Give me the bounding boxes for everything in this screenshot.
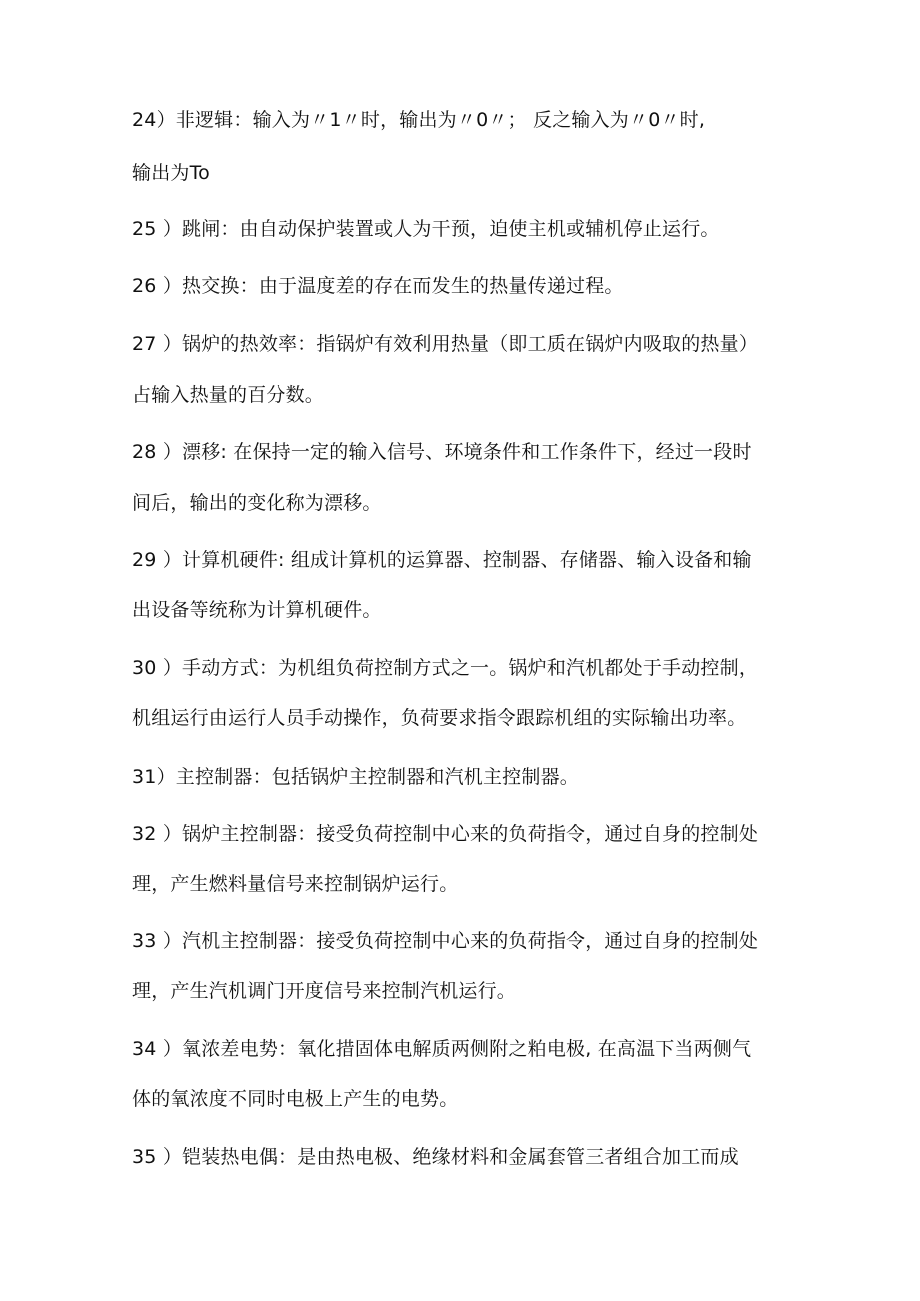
item-32-line-1: 32 ）锅炉主控制器：接受负荷控制中心来的负荷指令，通过自身的控制处	[132, 823, 759, 845]
item-32-line-2: 理，产生燃料量信号来控制锅炉运行。	[132, 873, 459, 895]
item-34-line-1: 34 ）氧浓差电势：氧化措固体电解质两侧附之粕电极, 在高温下当两侧气	[132, 1038, 752, 1060]
item-24-line-2: 输出为To	[132, 162, 211, 184]
item-24-line-1: 24）非逻辑：输入为〃1〃时，输出为〃0〃； 反之输入为〃0〃时,	[132, 109, 706, 131]
item-33-line-2: 理，产生汽机调门开度信号来控制汽机运行。	[132, 980, 517, 1002]
item-25-line-1: 25 ）跳闸：由自动保护装置或人为干预，迫使主机或辅机停止运行。	[132, 218, 720, 240]
item-27-line-1: 27 ）锅炉的热效率：指锅炉有效利用热量（即工质在锅炉内吸取的热量）	[132, 333, 759, 355]
item-29-line-2: 出设备等统称为计算机硬件。	[132, 599, 382, 621]
item-26-line-1: 26 ）热交换：由于温度差的存在而发生的热量传递过程。	[132, 275, 624, 297]
item-30-line-1: 30 ）手动方式：为机组负荷控制方式之一。锅炉和汽机都处于手动控制，	[132, 657, 759, 679]
item-35-line-1: 35 ）铠装热电偶：是由热电极、绝缘材料和金属套管三者组合加工而成	[132, 1146, 739, 1168]
item-27-line-2: 占输入热量的百分数。	[132, 384, 325, 406]
item-30-line-2: 机组运行由运行人员手动操作，负荷要求指令跟踪机组的实际输出功率。	[132, 707, 747, 729]
item-31-line-1: 31）主控制器：包括锅炉主控制器和汽机主控制器。	[132, 766, 579, 788]
item-33-line-1: 33 ）汽机主控制器：接受负荷控制中心来的负荷指令，通过自身的控制处	[132, 930, 759, 952]
item-29-line-1: 29 ）计算机硬件: 组成计算机的运算器、控制器、存储器、输入设备和输	[132, 549, 752, 571]
item-28-line-2: 间后，输出的变化称为漂移。	[132, 492, 382, 514]
item-34-line-2: 体的氧浓度不同时电极上产生的电势。	[132, 1088, 459, 1110]
item-28-line-1: 28 ）漂移: 在保持一定的输入信号、环境条件和工作条件下，经过一段时	[132, 441, 752, 463]
